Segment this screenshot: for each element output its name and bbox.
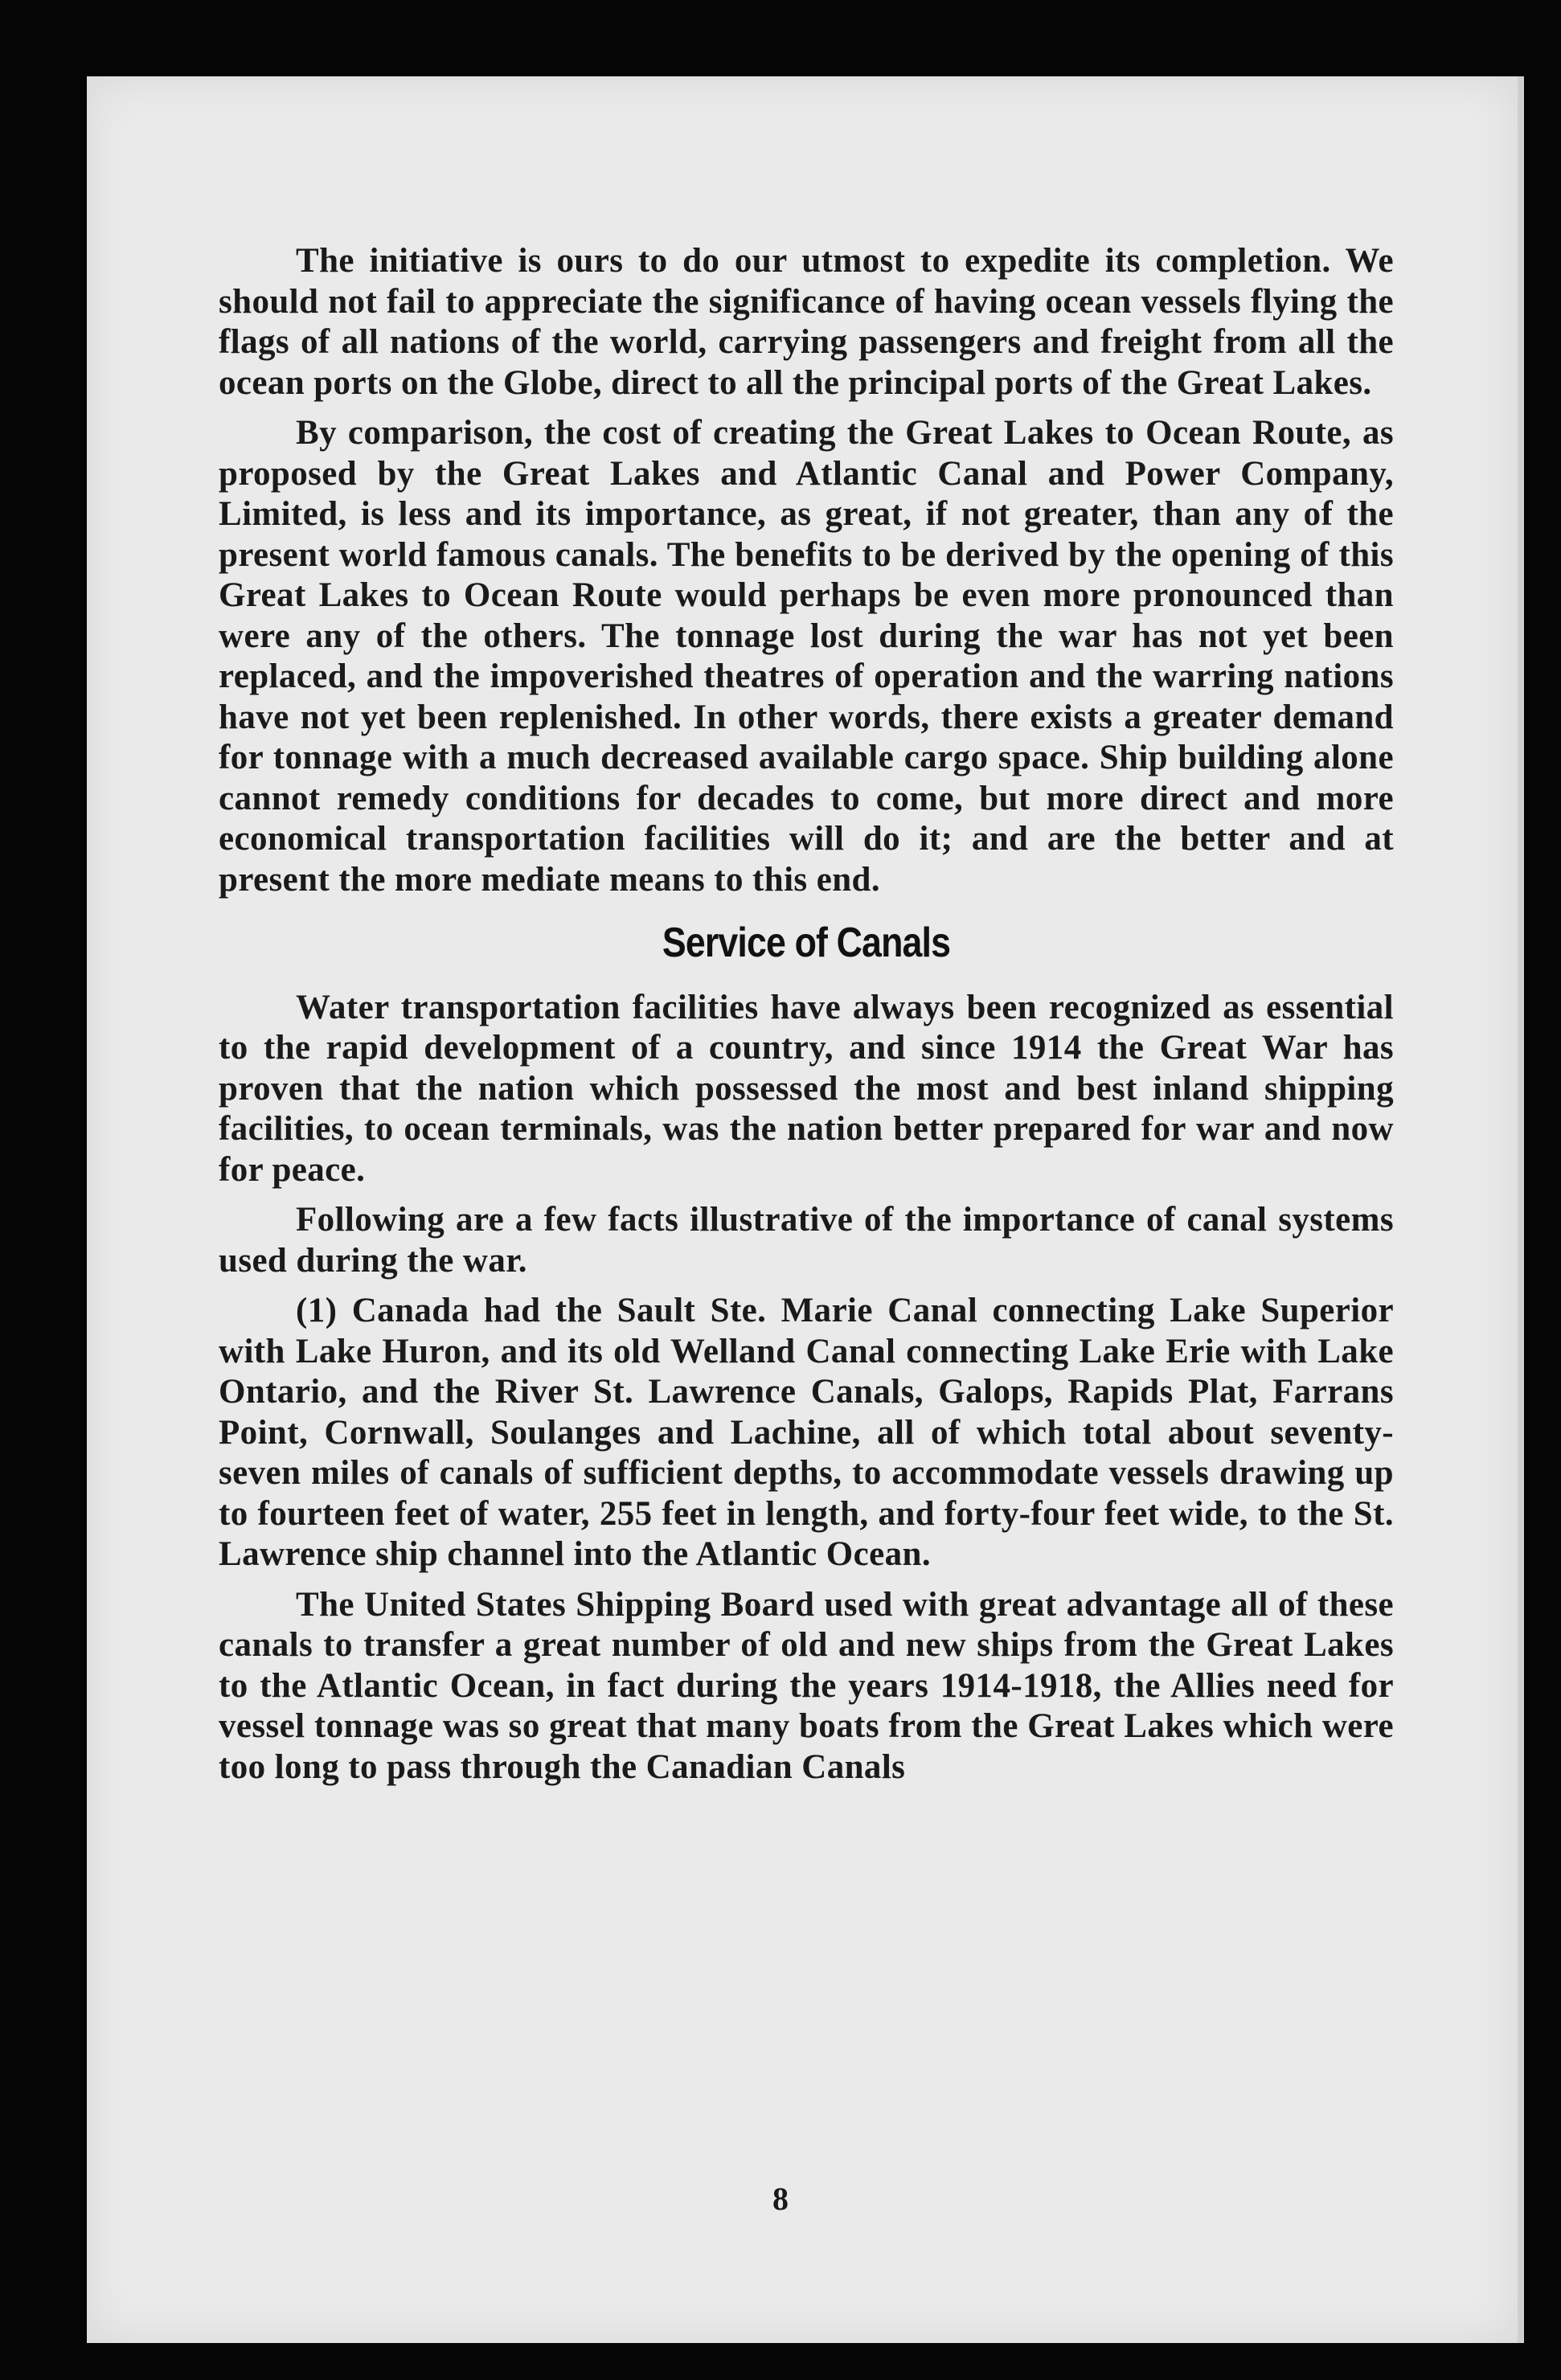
paragraph-comparison: By comparison, the cost of creating the Great Lakes to Ocean Route, as proposed by the Great Lakes and Atlantic Canal and Power Company, Limited, is less and its importance, as great, if not greater, than any of the present world famous canals. The benefits to be derived by the opening of this Great Lakes to Ocean Route would perhaps be even more pronounced than were any of the others. The tonnage lost during the war has not yet been replaced, and the impoverished theatres of operation and the warring nations have not yet been replenished. In other words, there exists a greater demand for tonnage with a much decreased available cargo space. Ship building alone cannot remedy conditions for decades to come, but more direct and more economical transportation facilities will do it; and are the better and at present the more mediate means to this end. [219, 414, 1394, 899]
paragraph-following: Following are a few facts illustrative of the importance of canal systems used during the war. [219, 1201, 1394, 1280]
paragraph-canada-canals: (1) Canada had the Sault Ste. Marie Canal connecting Lake Superior with Lake Huron, and its old Welland Canal connecting Lake Erie with Lake Ontario, and the River St. Lawrence Canals, Galops, Rapids Plat, Farrans Point, Cornwall, Soulanges and Lachine, all of which total about seventy-seven miles of canals of sufficient depths, to accommodate vessels drawing up to fourteen feet of water, 255 feet in length, and forty-four feet wide, to the St. Lawrence ship channel into the Atlantic Ocean. [219, 1292, 1394, 1573]
section-heading: Service of Canals [662, 920, 951, 966]
page-edge [1518, 76, 1524, 2343]
document-body [219, 241, 1394, 1797]
page-number: 8 [772, 2181, 789, 2217]
paragraph-shipping-board: The United States Shipping Board used with great advantage all of these canals to transfer a great number of old and new ships from the Great Lakes to the Atlantic Ocean, in fact during the years 1914-1918, the Allies need for vessel tonnage was so great that many boats from the Great Lakes which were too long to pass through the Canadian Canals [219, 1585, 1394, 1786]
paragraph-initiative: The initiative is ours to do our utmost to expedite its completion. We should not fail to appreciate the significance of having ocean vessels flying the flags of all nations of the world, carrying passengers and freight from all the ocean ports on the Globe, direct to all the principal ports of the Great Lakes. [219, 242, 1394, 402]
paragraph-water-transportation: Water transportation facilities have always been recognized as essential to the rapid development of a country, and since 1914 the Great War has proven that the nation which possessed the most and best inland shipping facilities, to ocean terminals, was the nation better prepared for war and now for peace. [219, 988, 1394, 1189]
